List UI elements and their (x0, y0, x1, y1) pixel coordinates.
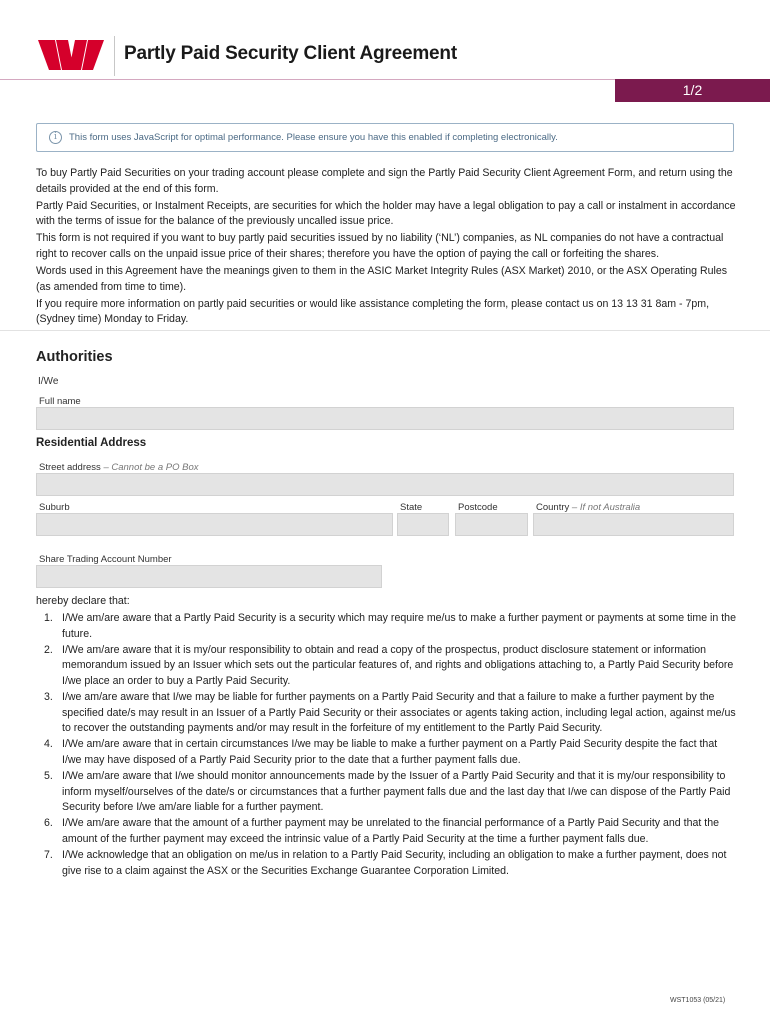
postcode-label: Postcode (458, 502, 498, 513)
westpac-logo-icon (38, 40, 104, 70)
list-item-number: 4. (44, 738, 53, 751)
info-icon: i (49, 131, 62, 144)
suburb-field[interactable] (36, 513, 393, 536)
list-item-number: 1. (44, 612, 53, 624)
declaration-lead: hereby declare that: (36, 595, 130, 607)
street-address-label-text: Street address (39, 462, 101, 473)
list-item-text: I/We acknowledge that an obligation on me/us in relation to a Partly Paid Security, including an obligation to make a further payment, does not give rise to a claim against the ASX or the Securities Exchange Guarantee Corporation Limited. (62, 848, 727, 877)
authorities-heading: Authorities (36, 349, 113, 365)
declaration-list (36, 611, 736, 880)
account-number-label: Share Trading Account Number (39, 554, 172, 565)
suburb-label: Suburb (39, 502, 70, 513)
country-label (536, 502, 640, 513)
full-name-label: Full name (39, 396, 81, 407)
list-item (36, 769, 736, 816)
section-divider (0, 330, 770, 331)
intro-paragraph: This form is not required if you want to buy partly paid securities issued by no liability (‘NL’) companies, as NL companies do not have a contractual right to recover calls on the unpaid issue price of their shares; therefore you have the option of paying the call or forfeiting the shares. (36, 232, 724, 260)
intro-paragraph: Partly Paid Securities, or Instalment Receipts, are securities for which the holder may have a legal obligation to pay a call or instalment in accordance with the terms of issue for the balance of the previously uncalled issue price. (36, 199, 736, 228)
form-code: WST1053 (05/21) (670, 997, 726, 1004)
account-number-field[interactable] (36, 565, 382, 588)
list-item (36, 737, 736, 768)
list-item (36, 848, 736, 879)
list-item-text: I/We am/are aware that in certain circumstances I/we may be liable to make a further payment on a Partly Paid Security despite the fact that I/we may have disposed of a Partly Paid Security prior to the date that a further payment falls due. (62, 738, 718, 766)
list-item (36, 690, 736, 737)
list-item (36, 643, 736, 690)
country-field[interactable] (533, 513, 734, 536)
state-field[interactable] (397, 513, 449, 536)
header (0, 0, 770, 98)
list-item (36, 611, 736, 642)
list-item-number: 2. (44, 643, 53, 656)
list-item-text: I/we am/are aware that I/we may be liable for further payments on a Partly Paid Security and that a failure to make a further payment by the specified date/s may result in an Issuer of a Partly Paid Security or their associates or agents taking action, including legal action, against me/us to recover the outstanding payments and/or may result in the forfeiture of my entitlement to the Partly Paid Security. (62, 690, 736, 735)
street-address-field[interactable] (36, 473, 734, 496)
list-item-text: I/We am/are aware that it is my/our responsibility to obtain and read a copy of the prospectus, product disclosure statement or information memorandum issued by an Issuer which sets out the particular features of, and rights and obligations attaching to, a Partly Paid Security before I/we place an order to buy a Partly Paid Security. (62, 643, 734, 687)
country-label-text: Country (536, 502, 570, 513)
list-item-text: I/We am/are aware that a Partly Paid Security is a security which may require me/us to make a further payment or payments at some time in the future. (62, 612, 736, 640)
notice-text: This form uses JavaScript for optimal performance. Please ensure you have this enabled if completing electronically. (69, 132, 558, 143)
list-item (36, 816, 736, 847)
page-indicator: 1/2 (615, 79, 770, 102)
full-name-field[interactable] (36, 407, 734, 430)
list-item-text: I/We am/are aware that I/we should monitor announcements made by the Issuer of a Partly Paid Security and that it is my/our responsibility to inform myself/ourselves of the date/s or circumstances that a further payment falls due and the last day that I/we can dispose of the Partly Paid Security before I/we am/are liable for a further payment. (62, 769, 731, 814)
header-divider (114, 36, 115, 76)
residential-address-heading: Residential Address (36, 437, 147, 449)
list-item-number: 6. (44, 817, 53, 830)
intro-paragraph: To buy Partly Paid Securities on your trading account please complete and sign the Partly Paid Security Client Agreement Form, and return using the details provided at the end of this form. (36, 167, 733, 195)
street-address-label (39, 462, 199, 473)
list-item-number: 7. (44, 848, 53, 861)
list-item-number: 5. (44, 769, 53, 782)
page-title: Partly Paid Security Client Agreement (124, 43, 457, 64)
street-address-hint: – Cannot be a PO Box (103, 462, 199, 473)
country-hint: – If not Australia (571, 502, 641, 513)
intro-paragraph: Words used in this Agreement have the meanings given to them in the ASIC Market Integrity Rules (ASX Market) 2010, or the ASX Operating Rules (as amended from time to time). (36, 265, 728, 293)
state-label: State (400, 502, 423, 513)
javascript-notice (36, 123, 734, 152)
list-item-number: 3. (44, 690, 53, 703)
iwe-label: I/We (38, 376, 59, 387)
intro-text (36, 166, 736, 329)
intro-paragraph: If you require more information on partly paid securities or would like assistance completing the form, please contact us on 13 13 31 8am - 7pm, (Sydney time) Monday to Friday. (36, 297, 710, 326)
postcode-field[interactable] (455, 513, 528, 536)
list-item-text: I/We am/are aware that the amount of a further payment may be unrelated to the financial performance of a Partly Paid Security and that the amount of the further payment may exceed the intrinsic value of a Partly Paid Security at the time a further payment falls due. (62, 817, 719, 845)
